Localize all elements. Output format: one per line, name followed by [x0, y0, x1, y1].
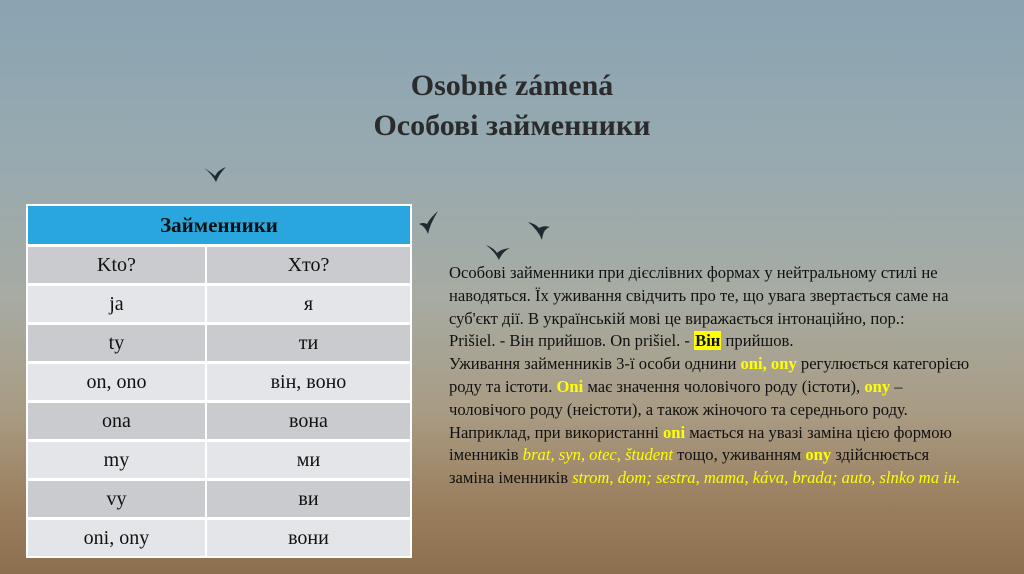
bird-icon: [418, 210, 440, 236]
bird-icon: [203, 166, 227, 184]
rule-text-4: – чоловічого роду (неістоти), а також жіночого та середнього роду. Наприклад, при використанні: [449, 376, 908, 442]
explanation-text: [449, 262, 977, 490]
rule-text-2: регулюється категорією роду та істоти.: [449, 354, 970, 396]
cell-slovak: ona: [27, 402, 206, 441]
cell-ukrainian: вона: [206, 402, 411, 441]
pronoun-table: [26, 204, 412, 558]
table-row: [27, 324, 411, 363]
bird-icon: [485, 243, 511, 261]
paragraph-intro: Особові займенники при дієслівних формах у нейтральному стилі не наводяться. Їх уживання свідчить про те, що увага звертається саме на суб'єкт дії. В українській мові це виражається інтонаційно, пор.:: [449, 263, 949, 328]
highlight-ony-2: ony: [805, 445, 832, 465]
cell-ukrainian: ти: [206, 324, 411, 363]
highlight-vin: Він: [695, 331, 721, 351]
cell-slovak: on, ono: [27, 363, 206, 402]
rule-text-6: тощо, уживанням: [673, 445, 806, 465]
cell-ukrainian: ви: [206, 480, 411, 519]
table-row: [27, 480, 411, 519]
cell-slovak: ja: [27, 285, 206, 324]
table-row: [27, 402, 411, 441]
cell-ukrainian: я: [206, 285, 411, 324]
cell-slovak: oni, ony: [27, 519, 206, 558]
highlight-oni-2: oni: [662, 422, 686, 442]
table-row: [27, 285, 411, 324]
cell-ukrainian: вони: [206, 519, 411, 558]
rule-text-3: має значення чоловічого роду (істоти),: [583, 376, 865, 396]
bird-icon: [527, 219, 551, 241]
cell-slovak: vy: [27, 480, 206, 519]
cell-ukrainian: Хто?: [206, 246, 411, 285]
slide-title: [0, 66, 1024, 146]
cell-ukrainian: ми: [206, 441, 411, 480]
cell-slovak: ty: [27, 324, 206, 363]
table-row: [27, 519, 411, 558]
title-slovak: Osobné zámená: [410, 69, 614, 102]
highlight-oni-ony: oni, ony: [740, 354, 797, 374]
cell-ukrainian: він, воно: [206, 363, 411, 402]
rule-text-1: Уживання займенників 3-ї особи однини: [449, 354, 741, 374]
table-header: Займенники: [27, 205, 411, 246]
examples-oni: brat, syn, otec, študent: [522, 445, 674, 465]
table-row: [27, 363, 411, 402]
table-row: [27, 246, 411, 285]
highlight-ony: ony: [864, 376, 891, 396]
table-row: [27, 441, 411, 480]
example-end: прийшов.: [721, 331, 794, 351]
examples-ony: strom, dom; sestra, mama, káva, brada; auto, slnko та ін.: [572, 468, 961, 488]
cell-slovak: Kto?: [27, 246, 206, 285]
example-text: Prišiel. - Він прийшов. On prišiel. -: [449, 331, 690, 351]
highlight-oni: Oni: [556, 376, 584, 396]
title-ukrainian: Особові займенники: [373, 109, 651, 142]
cell-slovak: my: [27, 441, 206, 480]
rule-text-7: здійснюється заміна іменників: [449, 445, 930, 488]
rule-text-5: мається на увазі заміна цією формою іменників: [449, 422, 952, 465]
